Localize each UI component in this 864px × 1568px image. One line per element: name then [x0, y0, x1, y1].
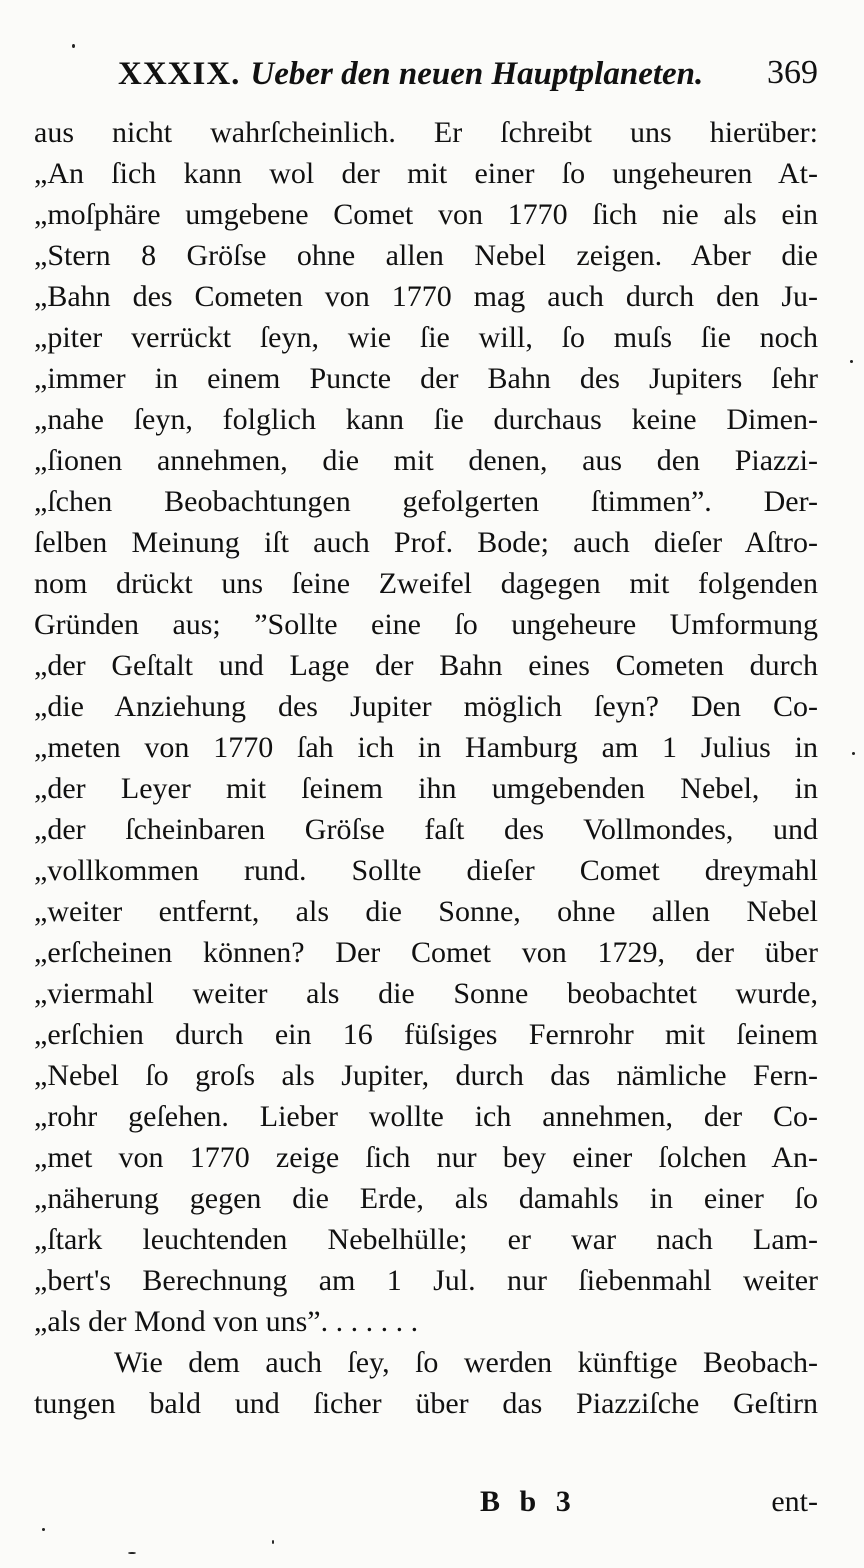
text-line: „met von 1770 zeige ſich nur bey einer ſolchen An-	[34, 1141, 818, 1174]
text-line: „näherung gegen die Erde, als damahls in einer ſo	[34, 1182, 818, 1215]
print-speck	[72, 44, 75, 48]
text-line: aus nicht wahrſcheinlich. Er ſchreibt uns hierüber:	[34, 116, 818, 149]
text-line: „ſionen annehmen, die mit denen, aus den Piazzi-	[34, 444, 818, 477]
text-line: „bert's Berechnung am 1 Jul. nur ſiebenmahl weiter	[34, 1264, 818, 1297]
signature-mark: B b 3	[480, 1485, 577, 1518]
chapter-number: XXXIX.	[118, 56, 241, 92]
text-line: „der Leyer mit ſeinem ihn umgebenden Nebel, in	[34, 772, 818, 805]
running-head	[118, 48, 818, 98]
text-line: „viermahl weiter als die Sonne beobachtet wurde,	[34, 977, 818, 1010]
page-number: 369	[767, 54, 818, 91]
text-line: „Nebel ſo groſs als Jupiter, durch das nämliche Fern-	[34, 1059, 818, 1092]
text-line: „weiter entfernt, als die Sonne, ohne allen Nebel	[34, 895, 818, 928]
text-line: „nahe ſeyn, folglich kann ſie durchaus keine Dimen-	[34, 403, 818, 436]
print-speck	[42, 1528, 45, 1531]
print-speck	[272, 1540, 274, 1544]
text-line: ſelben Meinung iſt auch Prof. Bode; auch dieſer Aſtro-	[34, 526, 818, 559]
page-footer	[34, 1480, 818, 1524]
text-line: „immer in einem Puncte der Bahn des Jupiters ſehr	[34, 362, 818, 395]
text-line: „der ſcheinbaren Gröſse faſt des Vollmondes, und	[34, 813, 818, 846]
text-line: „meten von 1770 ſah ich in Hamburg am 1 Julius in	[34, 731, 818, 764]
text-line: „moſphäre umgebene Comet von 1770 ſich nie als ein	[34, 198, 818, 231]
text-line: Gründen aus; ”Sollte eine ſo ungeheure Umformung	[34, 608, 818, 641]
body-text	[34, 112, 818, 1424]
print-speck	[128, 1552, 136, 1554]
text-line: „vollkommen rund. Sollte dieſer Comet dreymahl	[34, 854, 818, 887]
print-speck	[850, 360, 853, 363]
text-line: „ſtark leuchtenden Nebelhülle; er war nach Lam-	[34, 1223, 818, 1256]
text-line: „der Geſtalt und Lage der Bahn eines Cometen durch	[34, 649, 818, 682]
text-line: „piter verrückt ſeyn, wie ſie will, ſo muſs ſie noch	[34, 321, 818, 354]
catchword: ent-	[771, 1485, 818, 1518]
print-speck	[852, 752, 855, 755]
text-line: „erſcheinen können? Der Comet von 1729, der über	[34, 936, 818, 969]
text-line: tungen bald und ſicher über das Piazziſche Geſtirn	[34, 1387, 818, 1420]
text-line-paragraph-start: Wie dem auch ſey, ſo werden künftige Beobach-	[114, 1346, 818, 1379]
text-line-paragraph-end: „als der Mond von uns”. . . . . . .	[34, 1305, 419, 1338]
text-line: „Stern 8 Gröſse ohne allen Nebel zeigen. Aber die	[34, 239, 818, 272]
text-line: „rohr geſehen. Lieber wollte ich annehmen, der Co-	[34, 1100, 818, 1133]
text-line: „die Anziehung des Jupiter möglich ſeyn? Den Co-	[34, 690, 818, 723]
chapter-title: Ueber den neuen Hauptplaneten.	[250, 56, 704, 92]
text-line: „Bahn des Cometen von 1770 mag auch durch den Ju-	[34, 280, 818, 313]
text-line: „An ſich kann wol der mit einer ſo ungeheuren At-	[34, 157, 818, 190]
text-line: nom drückt uns ſeine Zweifel dagegen mit folgenden	[34, 567, 818, 600]
text-line: „erſchien durch ein 16 füſsiges Fernrohr mit ſeinem	[34, 1018, 818, 1051]
text-line: „ſchen Beobachtungen gefolgerten ſtimmen”. Der-	[34, 485, 818, 518]
